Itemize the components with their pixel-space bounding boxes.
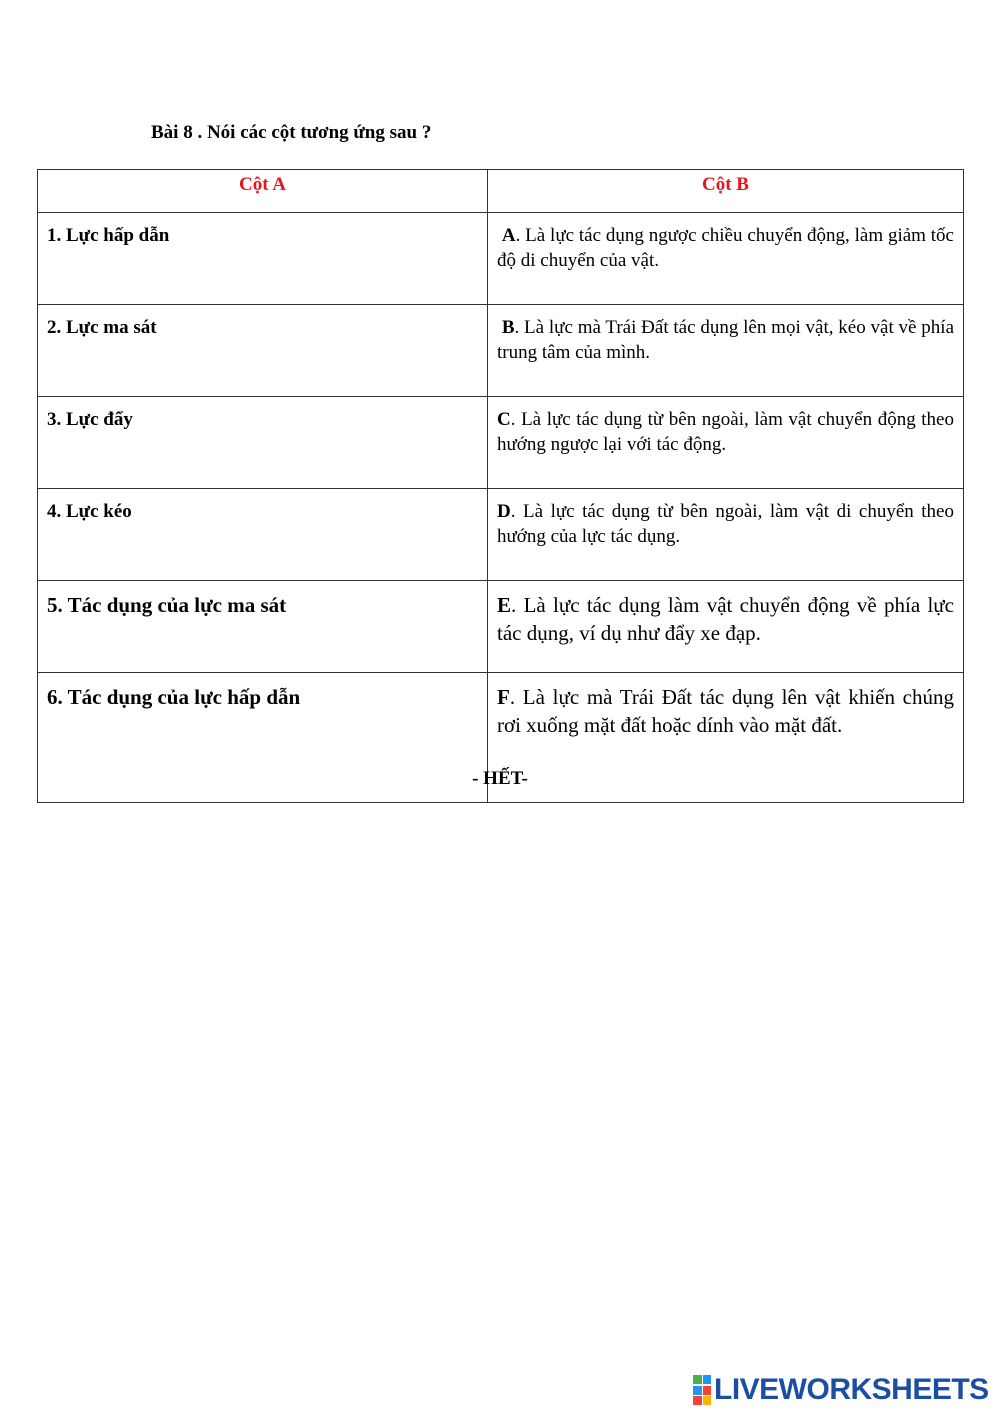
column-b-cell	[488, 397, 964, 489]
column-a-cell: 6. Tác dụng của lực hấp dẫn	[38, 673, 488, 803]
brand-name: LIVEWORKSHEETS	[714, 1373, 989, 1406]
option-text: . Là lực tác dụng từ bên ngoài, làm vật chuyển động theo hướng ngược lại với tác động.	[497, 409, 954, 455]
table-row	[38, 397, 964, 489]
option-text: . Là lực mà Trái Đất tác dụng lên vật khiến chúng rơi xuống mặt đất hoặc dính vào mặt đất.	[497, 685, 954, 737]
column-b-cell	[488, 489, 964, 581]
column-b-cell	[488, 581, 964, 673]
option-letter: F	[497, 685, 510, 709]
liveworksheets-icon	[693, 1375, 711, 1405]
option-text: . Là lực tác dụng làm vật chuyển động về phía lực tác dụng, ví dụ như đẩy xe đạp.	[497, 593, 954, 645]
liveworksheets-logo	[693, 1372, 989, 1408]
table-row	[38, 489, 964, 581]
option-letter: D	[497, 501, 511, 522]
column-b-cell	[488, 213, 964, 305]
table-row	[38, 581, 964, 673]
exercise-title: Bài 8 . Nói các cột tương ứng sau ?	[151, 122, 432, 143]
table-row	[38, 213, 964, 305]
column-a-cell: 1. Lực hấp dẫn	[38, 213, 488, 305]
option-letter: B	[501, 317, 515, 338]
option-letter: A	[501, 225, 516, 246]
option-text: . Là lực tác dụng ngược chiều chuyển động, làm giảm tốc độ di chuyển của vật.	[497, 225, 954, 271]
column-b-cell	[488, 305, 964, 397]
column-a-cell: 2. Lực ma sát	[38, 305, 488, 397]
end-mark: - HẾT-	[472, 768, 528, 789]
table-row	[38, 305, 964, 397]
matching-table	[37, 169, 964, 803]
option-letter: C	[497, 409, 511, 430]
column-a-header: Cột A	[38, 170, 488, 213]
option-letter: E	[497, 593, 512, 617]
column-a-cell: 4. Lực kéo	[38, 489, 488, 581]
column-a-cell: 5. Tác dụng của lực ma sát	[38, 581, 488, 673]
table-header-row	[38, 170, 964, 213]
option-text: . Là lực mà Trái Đất tác dụng lên mọi vật, kéo vật về phía trung tâm của mình.	[497, 317, 955, 363]
column-b-header: Cột B	[488, 170, 964, 213]
column-a-cell: 3. Lực đẩy	[38, 397, 488, 489]
option-text: . Là lực tác dụng từ bên ngoài, làm vật di chuyển theo hướng của lực tác dụng.	[497, 501, 954, 547]
